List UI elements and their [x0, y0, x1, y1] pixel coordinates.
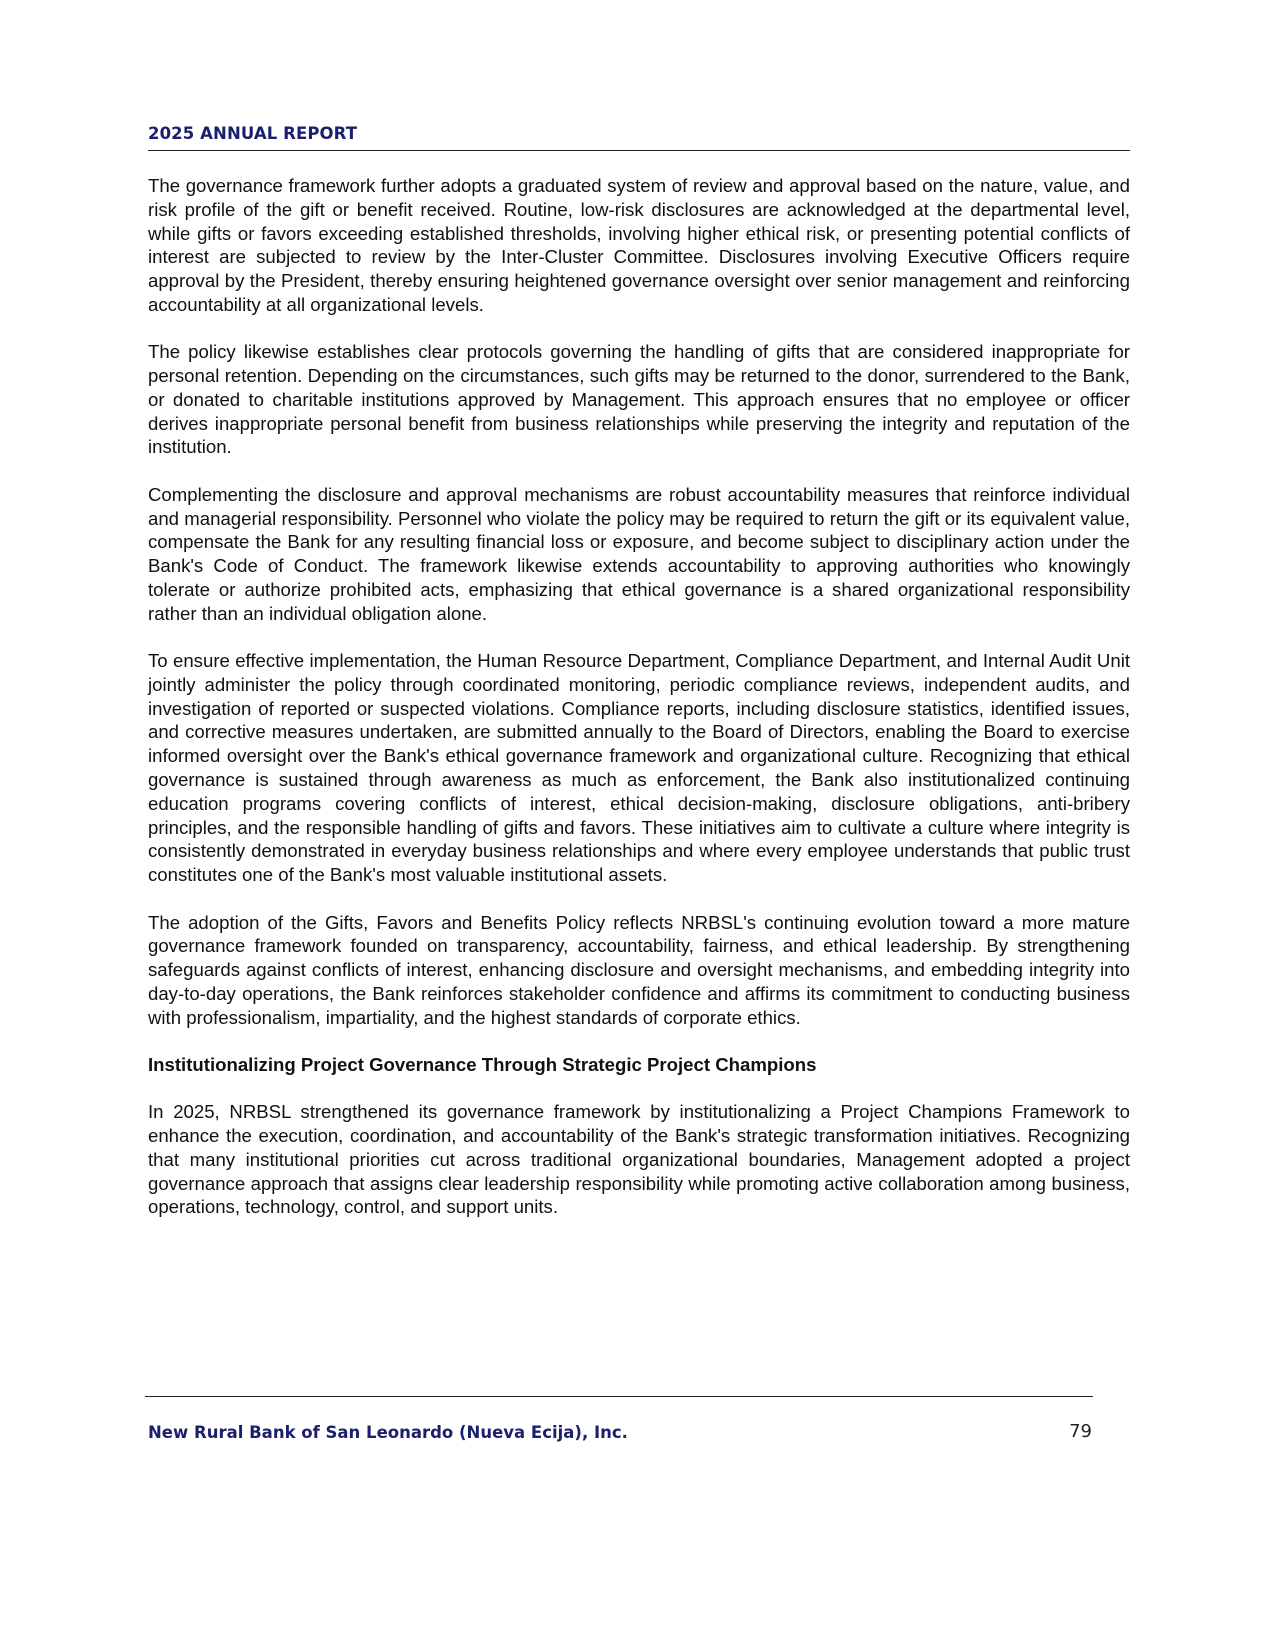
section-heading: Institutionalizing Project Governance Through Strategic Project Champions — [148, 1054, 817, 1075]
footer-organization-name: New Rural Bank of San Leonardo (Nueva Ecija), Inc. — [148, 1423, 628, 1442]
paragraph-accountability-measures: Complementing the disclosure and approval mechanisms are robust accountability measures that reinforce individual and managerial responsibility. Personnel who violate the policy may be required to return the gift or its equivalent value, compensate the Bank for any resulting financial loss or exposure, and become subject to disciplinary action under the Bank's Code of Conduct. The framework likewise extends accountability to approving authorities who knowingly tolerate or authorize prohibited acts, emphasizing that ethical governance is a shared organizational responsibility rather than an individual obligation alone. — [148, 483, 1130, 624]
report-title: 2025 ANNUAL REPORT — [148, 124, 358, 143]
footer-divider — [145, 1396, 1093, 1397]
page-number: 79 — [1069, 1421, 1092, 1442]
document-body — [148, 174, 1130, 1243]
paragraph-inappropriate-gifts: The policy likewise establishes clear protocols governing the handling of gifts that are considered inappropriate for personal retention. Depending on the circumstances, such gifts may be returned to the donor, surrendered to the Bank, or donated to charitable institutions approved by Management. This approach ensures that no employee or officer derives inappropriate personal benefit from business relationships while preserving the integrity and reputation of the institution. — [148, 341, 1130, 458]
paragraph-project-champions: In 2025, NRBSL strengthened its governance framework by institutionalizing a Project Champions Framework to enhance the execution, coordination, and accountability of the Bank's strategic transformation initiatives. Recognizing that many institutional priorities cut across traditional organizational boundaries, Management adopted a project governance approach that assigns clear leadership responsibility while promoting active collaboration among business, operations, technology, control, and support units. — [148, 1101, 1130, 1218]
paragraph-graduated-review: The governance framework further adopts a graduated system of review and approval based on the nature, value, and risk profile of the gift or benefit received. Routine, low-risk disclosures are acknowledged at the departmental level, while gifts or favors exceeding established thresholds, involving higher ethical risk, or presenting potential conflicts of interest are subjected to review by the Inter-Cluster Committee. Disclosures involving Executive Officers require approval by the President, thereby ensuring heightened governance oversight over senior management and reinforcing accountability at all organizational levels. — [148, 175, 1130, 315]
page-header — [148, 122, 1130, 151]
paragraph-policy-adoption: The adoption of the Gifts, Favors and Benefits Policy reflects NRBSL's continuing evolution toward a more mature governance framework founded on transparency, accountability, fairness, and ethical leadership. By strengthening safeguards against conflicts of interest, enhancing disclosure and oversight mechanisms, and embedding integrity into day-to-day operations, the Bank reinforces stakeholder confidence and affirms its commitment to conducting business with professionalism, impartiality, and the highest standards of corporate ethics. — [148, 911, 1130, 1028]
paragraph-implementation: To ensure effective implementation, the Human Resource Department, Compliance Department, and Internal Audit Unit jointly administer the policy through coordinated monitoring, periodic compliance reviews, independent audits, and investigation of reported or suspected violations. Compliance reports, including disclosure statistics, identified issues, and corrective measures undertaken, are submitted annually to the Board of Directors, enabling the Board to exercise informed oversight over the Bank's ethical governance framework and organizational culture. Recognizing that ethical governance is sustained through awareness as much as enforcement, the Bank also institutionalized continuing education programs covering conflicts of interest, ethical decision-making, disclosure obligations, anti-bribery principles, and the responsible handling of gifts and favors. These initiatives aim to cultivate a culture where integrity is consistently demonstrated in everyday business relationships and where every employee understands that public trust constitutes one of the Bank's most valuable institutional assets. — [148, 650, 1130, 886]
